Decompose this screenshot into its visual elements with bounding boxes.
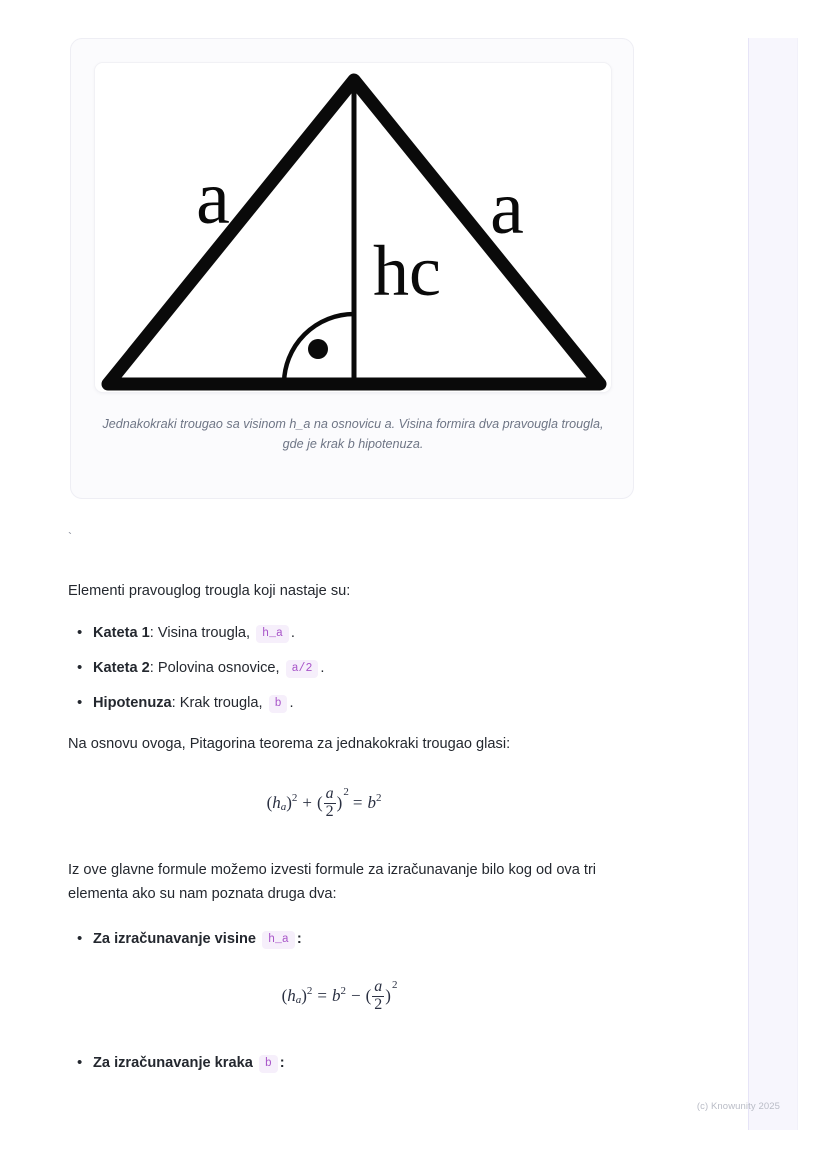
code-chip-b: b xyxy=(269,695,288,713)
formula-height: ( h a ) 2 = b 2 − ( $\frac{a}{2}$ ) 2 xyxy=(281,978,398,1013)
footer-copyright: (c) Knowunity 2025 xyxy=(696,1101,780,1112)
figure-caption: Jednakokraki trougao sa visinom h_a na osnovicu a. Visina formira dva pravougla trougla, gde je krak b hipotenuza. xyxy=(102,417,604,451)
intro-paragraph: Elementi pravouglog trougla koji nastaje su: xyxy=(68,583,351,599)
list-item xyxy=(68,658,668,680)
stray-backtick: ` xyxy=(68,530,72,544)
list-item-text: Visina trougla, xyxy=(157,625,255,641)
list-item-text: Krak trougla, xyxy=(179,694,267,711)
formula-frac-numerator: a xyxy=(325,785,334,802)
list-item-separator: : xyxy=(149,625,158,641)
formula-operator-plus: + xyxy=(302,793,312,813)
derive-list-leg xyxy=(68,1053,668,1075)
formula-var-h: h xyxy=(272,793,281,813)
code-chip-b: b xyxy=(259,1055,278,1073)
formula-fraction-a-over-2 xyxy=(372,979,384,1014)
derive-item-suffix: : xyxy=(296,931,302,947)
formula-frac-numerator: a xyxy=(374,978,383,995)
figure-image-panel xyxy=(94,62,612,393)
formula-fraction-a-over-2 xyxy=(324,786,336,821)
list-item-term: Kateta 2 xyxy=(93,659,150,676)
code-chip-h-a: h_a xyxy=(256,625,289,643)
list-item-suffix: . xyxy=(290,625,295,641)
formula-operator-minus: − xyxy=(351,986,361,1006)
label-side-a-left: a xyxy=(196,156,230,240)
formula-exp: 2 xyxy=(291,792,298,805)
formula-exp: 2 xyxy=(306,985,313,998)
elements-list xyxy=(68,623,668,728)
formula-sub-a: a xyxy=(295,994,302,1007)
list-item xyxy=(68,929,668,951)
list-item-term: Hipotenuza xyxy=(93,694,172,711)
formula-rhs-exp: 2 xyxy=(340,985,346,998)
list-item xyxy=(68,1053,668,1075)
code-chip-a-over-2: a/2 xyxy=(286,660,319,678)
figure-card xyxy=(70,38,634,499)
formula-equals: = xyxy=(317,986,327,1006)
formula-pythagorean-main: ( h a ) 2 + ( $\frac{a}{2}$ ) 2 = b 2 xyxy=(266,785,382,820)
formula-sub-a: a xyxy=(280,801,287,814)
formula-var-b: b xyxy=(367,793,376,813)
derive-item-label: Za izračunavanje visine xyxy=(93,931,261,947)
list-item-separator: : xyxy=(149,659,158,676)
derive-item-suffix: : xyxy=(279,1055,285,1071)
derive-list-height xyxy=(68,929,668,951)
list-item xyxy=(68,623,668,645)
formula-frac-exp: 2 xyxy=(343,786,349,799)
formula-frac-exp: 2 xyxy=(391,979,398,992)
label-side-a-right: a xyxy=(490,166,524,250)
list-item-separator: : xyxy=(171,694,180,711)
formula-var-b: b xyxy=(332,986,341,1006)
isosceles-triangle-diagram xyxy=(95,63,611,392)
list-item-term: Kateta 1 xyxy=(93,625,150,641)
formula-frac-denominator: 2 xyxy=(325,802,334,820)
code-chip-h-a: h_a xyxy=(262,931,295,949)
formula-var-h: h xyxy=(287,986,296,1006)
formula-rhs-exp: 2 xyxy=(375,792,382,805)
list-item xyxy=(68,693,668,715)
list-item-suffix: . xyxy=(289,694,294,711)
derive-paragraph: Iz ove glavne formule možemo izvesti formule za izračunavanje bilo kog od ova tri elementa ako su nam poznata druga dva: xyxy=(68,862,597,902)
label-height-hc: hc xyxy=(373,231,441,311)
list-item-text: Polovina osnovice, xyxy=(157,659,284,676)
page-side-band xyxy=(748,38,798,1130)
formula-frac-denominator: 2 xyxy=(374,995,383,1013)
formula-equals: = xyxy=(352,793,363,813)
derive-item-label: Za izračunavanje kraka xyxy=(93,1055,257,1071)
list-item-suffix: . xyxy=(320,659,325,676)
pitagora-paragraph: Na osnovu ovoga, Pitagorina teorema za jednakokraki trougao glasi: xyxy=(68,736,511,752)
